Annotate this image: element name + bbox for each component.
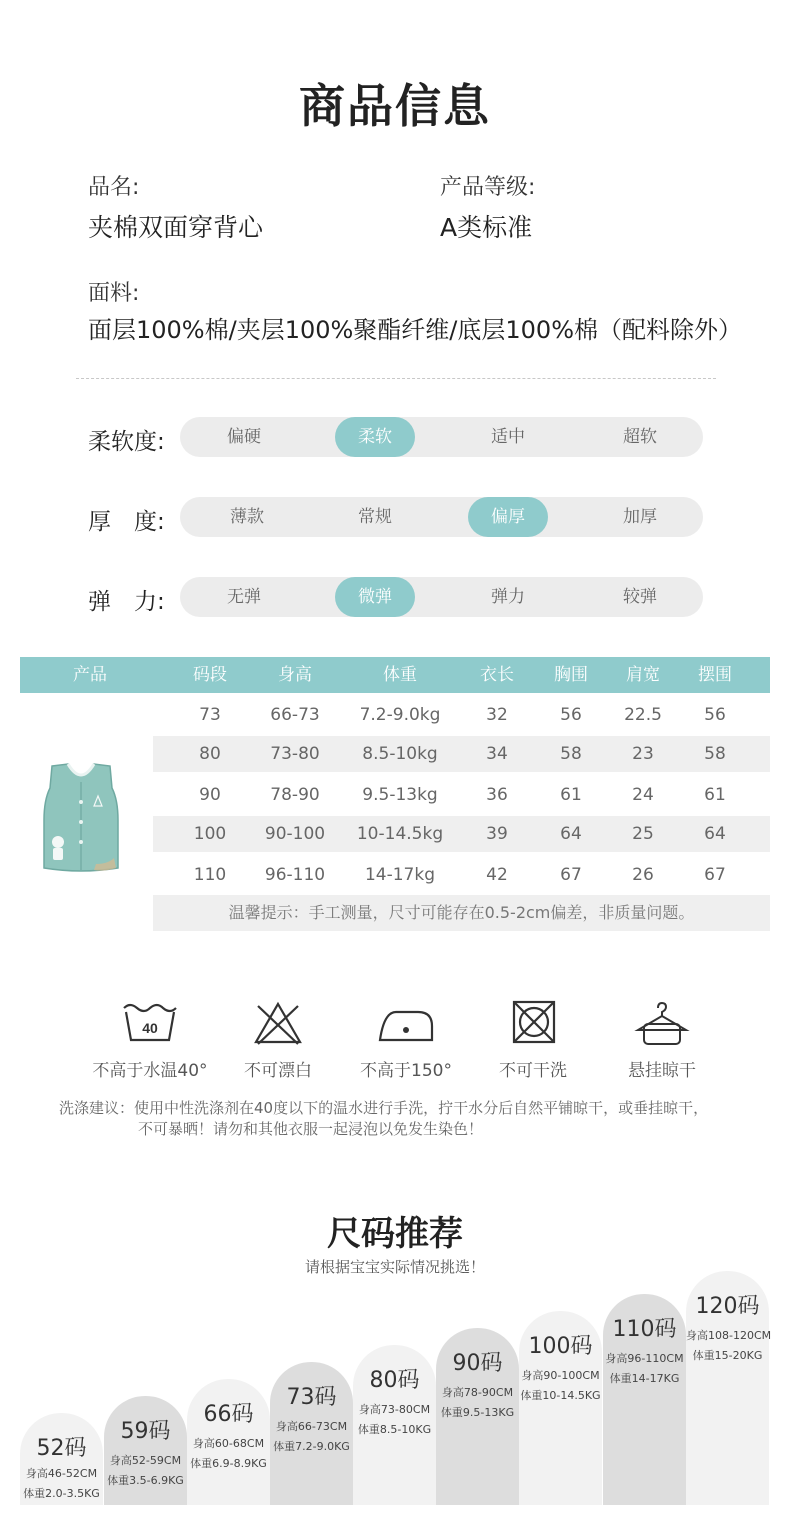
step-size: 80码: [369, 1368, 420, 1393]
size-step: [20, 1413, 103, 1505]
table-cell: 7.2-9.0kg: [359, 705, 441, 725]
hang-dry-icon: [632, 1000, 692, 1046]
col-header: 摆围: [698, 665, 732, 685]
step-size: 52码: [36, 1436, 87, 1461]
table-cell: 73: [199, 705, 221, 725]
table-cell: 80: [199, 744, 221, 764]
step-size: 73码: [286, 1385, 337, 1410]
table-row: [153, 777, 770, 813]
elasticity-option: 微弹: [335, 577, 415, 617]
softness-option: 适中: [491, 427, 525, 447]
table-cell: 23: [632, 744, 654, 764]
col-header: 肩宽: [626, 665, 660, 685]
softness-option: 超软: [623, 427, 657, 447]
table-cell: 58: [704, 744, 726, 764]
thickness-option: 偏厚: [468, 497, 548, 537]
step-weight: 体重3.5-6.9KG: [107, 1474, 184, 1487]
elasticity-scale: [180, 577, 703, 617]
wash-advice-line1: 洗涤建议：使用中性洗涤剂在40度以下的温水进行手洗，拧干水分后自然平铺晾干，或垂挂晾干，: [59, 1099, 709, 1117]
step-size: 66码: [203, 1402, 254, 1427]
care-label: 不可漂白: [244, 1061, 312, 1081]
thickness-option: 薄款: [230, 507, 264, 527]
step-height: 身高66-73CM: [275, 1420, 348, 1433]
table-cell: 10-14.5kg: [356, 824, 444, 844]
measurement-note: 温馨提示：手工测量，尺寸可能存在0.5-2cm偏差，非质量问题。: [153, 895, 770, 931]
size-recommend-title: 尺码推荐: [327, 1214, 463, 1254]
step-height: 身高96-110CM: [605, 1352, 684, 1365]
softness-label: 柔软度:: [88, 429, 165, 455]
step-size: 110码: [612, 1317, 677, 1342]
care-item: [213, 1000, 343, 1081]
table-cell: 67: [704, 865, 726, 885]
step-size: 90码: [452, 1351, 503, 1376]
table-row: [153, 857, 770, 893]
elasticity-option: 无弹: [227, 587, 261, 607]
table-cell: 64: [560, 824, 582, 844]
step-height: 身高73-80CM: [358, 1403, 431, 1416]
fabric-value: 面层100%棉/夹层100%聚酯纤维/底层100%棉（配料除外）: [88, 316, 743, 344]
iron-150-icon: [376, 1000, 436, 1046]
step-weight: 体重6.9-8.9KG: [190, 1457, 267, 1470]
wash-temp-text: 40: [142, 1020, 158, 1036]
vest-product-image: [38, 760, 124, 874]
table-cell: 8.5-10kg: [362, 744, 438, 764]
table-cell: 110: [193, 865, 227, 885]
size-recommend-subtitle: 请根据宝宝实际情况挑选！: [304, 1258, 485, 1276]
size-step: [436, 1328, 519, 1505]
table-cell: 36: [486, 785, 508, 805]
table-cell: 58: [560, 744, 582, 764]
wash-advice-line2: 不可暴晒！请勿和其他衣服一起浸泡以免发生染色！: [138, 1120, 484, 1138]
thickness-scale: [180, 497, 703, 537]
col-header: 衣长: [480, 665, 514, 685]
size-step: [603, 1294, 686, 1505]
product-name-label: 品名:: [88, 175, 140, 200]
table-row: [153, 816, 770, 852]
col-header: 体重: [383, 665, 417, 685]
table-cell: 73-80: [270, 744, 320, 764]
table-cell: 32: [486, 705, 508, 725]
care-label: 悬挂晾干: [628, 1061, 696, 1081]
product-name-value: 夹棉双面穿背心: [88, 213, 264, 242]
step-size: 59码: [120, 1419, 171, 1444]
step-height: 身高90-100CM: [521, 1369, 600, 1382]
step-weight: 体重7.2-9.0KG: [273, 1440, 350, 1453]
table-cell: 26: [632, 865, 654, 885]
table-cell: 56: [560, 705, 582, 725]
table-cell: 24: [632, 785, 654, 805]
softness-option: 偏硬: [227, 427, 261, 447]
elasticity-option: 弹力: [491, 587, 525, 607]
softness-option: 柔软: [335, 417, 415, 457]
table-cell: 56: [704, 705, 726, 725]
step-height: 身高60-68CM: [192, 1437, 265, 1450]
size-step: [353, 1345, 436, 1505]
table-cell: 9.5-13kg: [362, 785, 438, 805]
section-divider: [76, 378, 716, 379]
care-item: [341, 1000, 471, 1081]
table-cell: 25: [632, 824, 654, 844]
no-dry-clean-icon: [503, 1000, 563, 1046]
table-cell: 64: [704, 824, 726, 844]
table-cell: 90-100: [264, 824, 326, 844]
table-cell: 100: [193, 824, 227, 844]
product-grade-label: 产品等级:: [440, 175, 536, 200]
softness-scale: [180, 417, 703, 457]
size-step: [519, 1311, 602, 1505]
page-title: 商品信息: [299, 79, 491, 133]
elasticity-label: 弹 力:: [88, 589, 165, 615]
step-weight: 体重14-17KG: [609, 1372, 680, 1385]
size-step: [686, 1271, 772, 1505]
thickness-option: 常规: [358, 507, 392, 527]
step-weight: 体重8.5-10KG: [357, 1423, 432, 1436]
size-step: [104, 1396, 187, 1505]
step-height: 身高46-52CM: [25, 1467, 98, 1480]
size-step: [187, 1379, 270, 1505]
step-height: 身高78-90CM: [441, 1386, 514, 1399]
table-row: [153, 736, 770, 772]
step-size: 100码: [528, 1334, 593, 1359]
table-cell: 22.5: [624, 705, 662, 725]
size-table-header: [20, 657, 770, 693]
table-cell: 34: [486, 744, 508, 764]
fabric-label: 面料:: [88, 281, 140, 306]
step-weight: 体重15-20KG: [692, 1349, 763, 1362]
care-label: 不高于150°: [360, 1061, 452, 1081]
care-item: [85, 1000, 215, 1081]
care-item: [597, 1000, 727, 1081]
table-cell: 67: [560, 865, 582, 885]
step-weight: 体重10-14.5KG: [520, 1389, 601, 1402]
step-height: 身高52-59CM: [109, 1454, 182, 1467]
thickness-option: 加厚: [623, 507, 657, 527]
table-cell: 90: [199, 785, 221, 805]
table-row: [153, 697, 770, 733]
step-size: 120码: [695, 1294, 760, 1319]
no-bleach-icon: [248, 1000, 308, 1046]
care-label: 不可干洗: [499, 1061, 567, 1081]
product-grade-value: A类标准: [440, 213, 533, 242]
table-cell: 66-73: [270, 705, 320, 725]
care-label: 不高于水温40°: [92, 1061, 208, 1081]
step-weight: 体重2.0-3.5KG: [23, 1487, 100, 1500]
wash-40-icon: [120, 1000, 180, 1046]
table-cell: 61: [704, 785, 726, 805]
step-weight: 体重9.5-13KG: [440, 1406, 515, 1419]
col-header: 身高: [278, 665, 312, 685]
step-height: 身高108-120CM: [686, 1329, 772, 1342]
col-header: 产品: [73, 665, 107, 685]
elasticity-option: 较弹: [623, 587, 657, 607]
table-cell: 14-17kg: [364, 865, 436, 885]
thickness-label: 厚 度:: [88, 509, 165, 535]
col-header: 码段: [193, 665, 227, 685]
size-step: [270, 1362, 353, 1505]
table-cell: 96-110: [264, 865, 326, 885]
table-cell: 39: [486, 824, 508, 844]
table-cell: 61: [560, 785, 582, 805]
care-item: [468, 1000, 598, 1081]
table-cell: 78-90: [270, 785, 320, 805]
table-cell: 42: [486, 865, 508, 885]
col-header: 胸围: [554, 665, 588, 685]
